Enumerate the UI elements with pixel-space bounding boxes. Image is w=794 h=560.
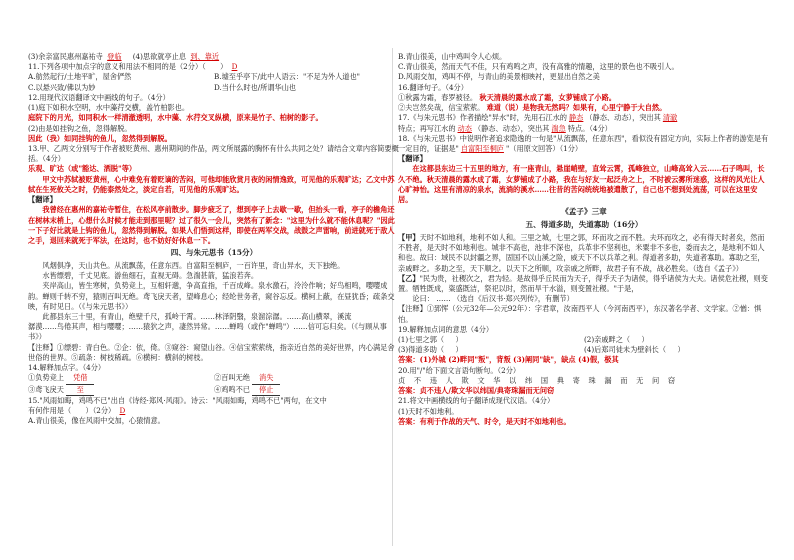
passage-jia: 【甲】天时不如地利，地利不如人和。三里之城，七里之郭，环而攻之而不胜。夫环而攻之，必有得天时者矣，然而不胜者，是天时不如地利也。城非不高也，池非不深也，兵革非不坚利也，米粟非不多也，委而去之，是地利不如人和也。故曰：域民不以封疆之界，固国不以山溪之险，威天下不以兵革之利。得道者多助，失道者寡助。寡助之至，亲戚畔之。多助之至，天下顺之。以天下之所顺，攻亲戚之所畔，故君子有不战，战必胜矣。（选自《孟子》） [398, 232, 765, 273]
q15-option-b: B.青山很美，山中鸡叫令人心烦。 [398, 52, 507, 61]
passage-yi-comment: 论曰： …… （选自《后汉书·郑兴列传》，有删节） [412, 294, 574, 304]
passage-yi: 【乙】"民为贵，社稷次之，君为轻。是故得乎丘民而为天子，得乎天子为诸侯，得乎诸侯为大夫。诸侯危社稷，则变置。牺牲既成，粢盛既洁，祭祀以时，然而旱干水溢，则变置社稷。"于是， [398, 273, 768, 293]
q11-option-d: D.当什么时也/所谓华山也 [214, 82, 297, 92]
q11-answer: D [231, 62, 238, 72]
q14-items [28, 373, 400, 395]
q13-answer-keyword: 乐观、旷达（或"豁达、洒脱"等） [28, 164, 137, 174]
q10-item-3: (3)余亲富民惠州嘉祐寺 [28, 52, 103, 61]
passage-notes: 【注释】①缥碧：青白色。②企：依，倚。③窥谷：窥望山谷。④信宝萦萦绕，指亲近自然的美好世界，内心满足舍世俗的世界。⑤疏条：树枝稀疏。⑥横柯：横斜的树枝。 [28, 342, 395, 362]
q19-answer: 答案：(1)外城 (2)畔同"叛"，背叛 (3)阐同"缺"，缺点 (4)假，极其 [398, 355, 619, 365]
q15-answer: D [119, 406, 126, 415]
q19-item: (3)得道多助（ ） [398, 345, 463, 355]
q16-answer-2: 难道（说）是物我无然吗？如果有，心里宁静于大自然。 [486, 103, 667, 113]
q20-answer: 答案：贞不违人/欺文华以纬国/典寄珠漏而无问窃 [398, 386, 555, 396]
q15-option-a: A.青山很美，像在风雨中交加，心猿情意。 [28, 416, 165, 426]
q10-item-4: (4)思欲就亭止息 [132, 52, 187, 61]
q16-line-1: ①秋露为霜，春罗被径。 秋天清晨的露水成了霜，女萝铺成了小路。 [398, 92, 616, 102]
left-column [28, 52, 400, 426]
q21-sentence-1: (1)天时不如地利。 [398, 406, 459, 416]
q17-line-2: 特点；再写江水的 动态 （静态、动态），突出其 湍急 特点。（4分） [398, 123, 612, 133]
q20-text: 贞 不 违 人 欺 文 华 以 纬 国 典 寄 珠 漏 而 无 问 窃 [398, 375, 679, 385]
section-4-title: 四、与朱元思书（15分） [170, 248, 258, 258]
q14-item: ②百叫无绝 消失 [214, 373, 400, 384]
q19-item: (2)亲戚畔之（ ） [584, 335, 649, 345]
q12-stem: 12.用现代汉语翻译文中画线的句子。（4分） [28, 92, 170, 102]
q18-stem: 18.《与朱元思书》中说明作者追求隐逸的一句是"从流飘荡，任意东西"，看似没有固定方向，实际上作者的游览是有一定目的，证据是" 自富阳至桐庐 "（用原文回答）（1分） [398, 133, 769, 153]
passage-paragraph: 潺漠……鸟倦其声，相与嘤嘤；……猿狖之声，凄然异常。……蝉鸣（或作"蝉鸣"）……信可忘归矣。（《与顾从事书》） [28, 322, 387, 342]
q17-line-1: 17.《与朱元思书》作者描绘"异水"时，先用石江水的 静态 （静态、动态），突出其 清澈 [398, 113, 678, 123]
q19-item: (4)后郑司徒未为壁斜长（ ） [584, 345, 685, 355]
q19-items [398, 335, 770, 355]
q12-sentence-1: (1)庭下如积水空明，水中藻荇交横，盖竹柏影也。 [28, 103, 190, 113]
q19-stem: 19.解释加点词的意思（4分） [398, 324, 494, 334]
passage-paragraph: 夹岸高山，皆生寒树，负势竞上，互相轩邈，争高直指，千百成峰。泉水激石，泠泠作响；好鸟相鸣，嘤嘤成韵。蝉则千转不穷，猿则百叫无绝。鸢飞戾天者，望峰息心；经纶世务者，窥谷忘反。横柯上蔽，在昼犹昏；疏条交映，有时见日。（《与朱元思书》） [28, 281, 395, 311]
q13-stem: 13.甲、乙两文分别写于作者被贬黄州、惠州期间的作品，两文所展露的胸怀有什么共同之处？请结合文章内容简要概括。（4分） [28, 143, 399, 164]
q21-stem: 21.将文中画横线的句子翻译成现代汉语。（4分） [398, 396, 555, 406]
q16-answer-1: 秋天清晨的露水成了霜，女萝铺成了小路。 [479, 92, 616, 102]
section-5-title: 五、得道多助，失道寡助（16分） [525, 220, 643, 230]
q11-option-b: B.墟至乎亭下/此中人语云："不足为外人道也" [214, 72, 360, 82]
q12-answer-2: 因此（我）如同挂钩的鱼儿，忽然得到解脱。 [28, 133, 172, 143]
q17-answer-4: 湍急 [551, 123, 566, 133]
passage-notes: 【注释】①郅恽（公元32年—公元92年）：字君章，汝南西平人（今河南西平），东汉著名学者、文学家。②㥢：惧怕。 [398, 304, 762, 324]
mencius-title: 《孟子》三章 [561, 207, 607, 217]
q10-line [28, 52, 400, 62]
q15-stem: 15."风雨如晦，鸡鸣不已"出自《诗经·郑风·风雨》。诗云："风雨如晦，鸡鸣不已"两句，在文中 [28, 395, 327, 405]
translation-label: 【翻译】 [28, 195, 57, 205]
q12-sentence-2: (2)由是如挂钩之鱼，忽得解脱。 [28, 123, 132, 133]
q21-answer-1: 答案：有利于作战的天气、时令，是天时不如地利也。 [398, 416, 571, 426]
q17-answer-1: 静态 [568, 113, 584, 123]
translation-label: 【翻译】 [398, 154, 427, 164]
q10-answer-4: 到、靠近 [190, 52, 220, 61]
q14-item: ④鸡鸣不已 停止 [214, 385, 400, 396]
q12-answer-1: 庭院下的月光，如同积水一样清澈透明，水中藻、水荇交叉纵横，原来是竹子、柏树的影子。 [28, 113, 323, 123]
q14-item: ③鸢飞戾天 至 [28, 385, 214, 396]
q17-answer-3: 动态 [457, 123, 472, 133]
q13-answer-detail: 甲文中苏轼被贬黄州，心中难免有着贬谪的苦闷，可他却能欣赏月夜的闲情逸致，可见他的乐观旷达；乙文中苏轼在生死攸关之时，仍能泰然处之，淡定自若，可见他的乐观旷达。 [28, 174, 395, 194]
q11-options [28, 72, 400, 92]
q11-stem: 11.下列各项中加点字的意义和用法不相同的是（2分）（ ） D [28, 62, 238, 72]
q15-option-c: C.青山很美，然而天气不佳，只有鸡鸣之声，没有高雅的情趣，这里的景色也不吸引人。 [398, 62, 679, 72]
passage-paragraph: 风烟俱净，天山共色。从流飘荡，任意东西。自富阳至桐庐，一百许里，奇山异水，天下独绝。 [42, 260, 345, 270]
q15-option-d: D.风雨交加，鸡叫不停，与青山的美景相映衬，更显出自然之美 [398, 72, 600, 82]
q20-stem: 20.用"/"给下面文言语句断句。（2分） [398, 365, 521, 375]
translation-text: 我曾经在惠州的嘉祐寺暂住，在松风亭前散步。脚步疲乏了，想到亭子上去歇一歇，但抬头一看，亭子的檐角还在树林末梢上，心想什么时候才能走到那里呢？过了很久一会儿，突然有了新念："这里为什么就不能休息呢？"因此一下子好比就是上钩的鱼儿，忽然得到解脱。如果人们悟到这样，即使在两军交战，战鼓之声雷响，前进就死于敌人之手，退回来就死于军法，在这时，也不妨好好休息一下。 [28, 205, 395, 245]
q19-item: (1)七里之郭（ ） [398, 335, 463, 345]
q16-stem: 16.翻译句子。（4分） [398, 82, 468, 92]
q16-line-2: ②夫岂然矣哉，信宝萦萦。 难道（说）是物我无然吗？如果有，心里宁静于大自然。 [398, 103, 667, 113]
q15-stem-2: 有何作用是（ ）（2分） D [28, 406, 126, 415]
q11-option-a: A.舫然起行/土地平旷，屋舍俨然 [28, 72, 132, 82]
translation-text: 在这都县东边三十五里的地方，有一座青山，悬崖峭壁，直耸云霄，孤峰独立，山峰高耸入云……石子鸣叫，长久不绝。秋天清晨的露水成了霜，女萝铺成了小路，我在与好友一起泛舟之上，不时被云雾所迷惑，这样的风光让人心旷神怡。这里有清凉的泉水，流淌的溪水……往昔的苦闷统统地被遣散了，自己也不想到处流荡，可以在这里安居。 [398, 164, 765, 205]
q10-answer-3: 登临 [107, 52, 122, 61]
passage-paragraph: 水皆缥碧，千丈见底。游鱼细石，直视无碍。急湍甚箭，猛浪若奔。 [42, 271, 259, 281]
right-column [398, 52, 770, 427]
q18-answer: 自富阳至桐庐 [460, 143, 504, 153]
q14-item: ①负势竞上 凭借 [28, 373, 214, 384]
q11-option-c: C.以悬兴致/佛以为妙 [28, 82, 96, 92]
q14-stem: 14.解释加点字。（4分） [28, 363, 106, 373]
q17-answer-2: 清澈 [662, 113, 678, 123]
passage-paragraph: 此都县东三十里，有青山，绝壁千尺，孤岭干霄。……林泽阴翳，泉溜淙潺。……高山横翠，溪流 [42, 312, 352, 322]
